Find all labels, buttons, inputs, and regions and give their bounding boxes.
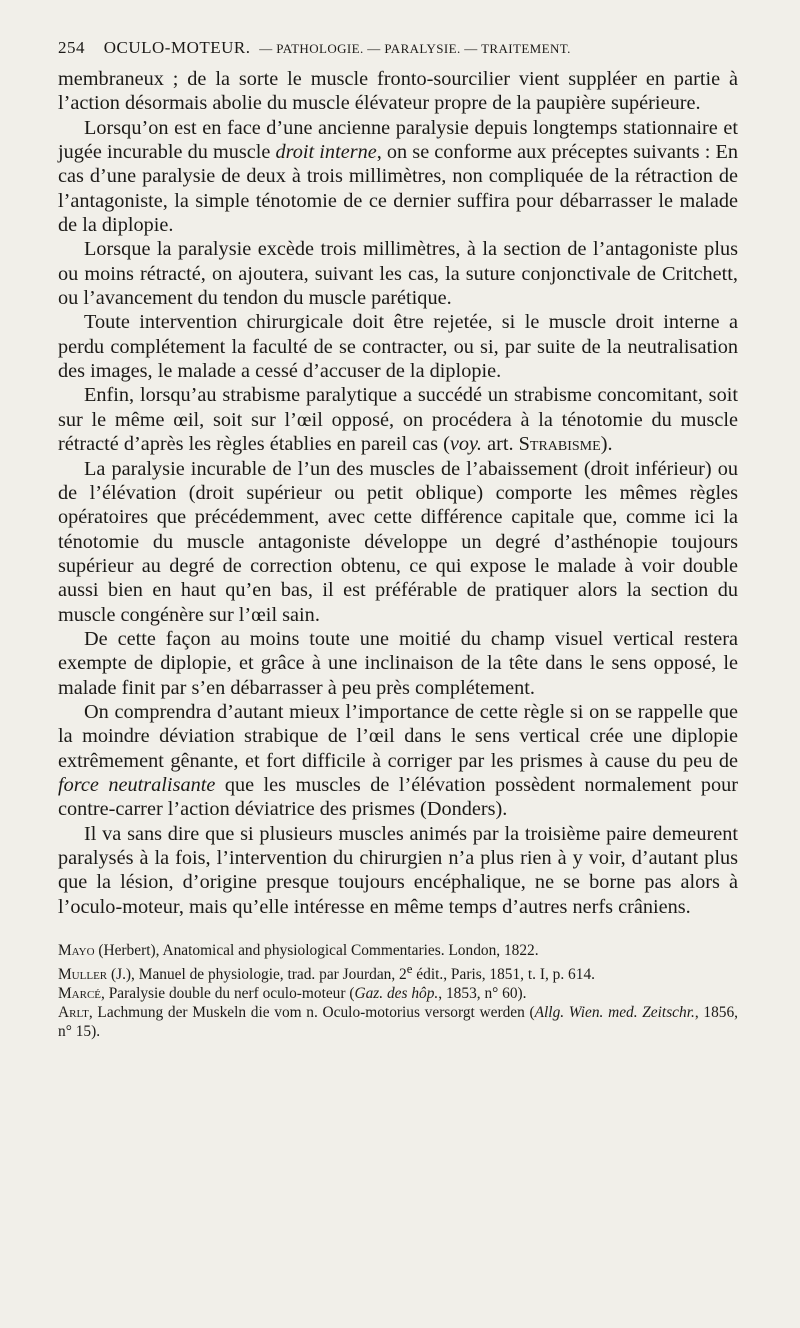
reference-text: (J.), Manuel de physiologie, trad. par Jourdan, 2 bbox=[107, 966, 407, 984]
italic-term: droit interne bbox=[275, 141, 377, 164]
paragraph-text: Lorsqu’on est en face d’une ancienne paralysie depuis longtemps stationnaire et jugée incurable du muscle bbox=[58, 116, 738, 164]
paragraph-text: art. bbox=[482, 433, 519, 456]
reference-author: Mayo bbox=[58, 942, 95, 960]
chapter-title: OCULO-MOTEUR. bbox=[103, 38, 251, 57]
reference-text: , Lachmung der Muskeln die vom n. Oculo-motorius versorgt werden ( bbox=[88, 1004, 535, 1022]
paragraph-text: que les muscles de l’élévation possèdent normalement pour contre-carrer l’action déviatrice des prismes (Donders). bbox=[58, 773, 738, 821]
paragraph bbox=[58, 383, 738, 456]
paragraph-text: membraneux ; de la sorte le muscle fronto-sourcilier vient suppléer en partie à l’action désormais abolie du muscle élévateur propre de la paupière supérieure. bbox=[58, 68, 738, 115]
paragraph bbox=[58, 310, 738, 383]
cross-reference: Strabisme bbox=[518, 433, 601, 456]
reference-entry bbox=[58, 941, 738, 960]
paragraph-text: ). bbox=[600, 433, 613, 456]
reference-journal: Allg. Wien. med. Zeitschr. bbox=[534, 1004, 695, 1022]
paragraph-text: On comprendra d’autant mieux l’importance de cette règle si on se rappelle que la moindre déviation strabique de l’œil dans le sens vertical crée une diplopie extrêmement gênante, et fort difficile à corriger par les prismes à cause du peu de bbox=[58, 700, 738, 772]
reference-author: Muller bbox=[58, 966, 108, 984]
paragraph-text: La paralysie incurable de l’un des muscles de l’abaissement (droit inférieur) ou de l’élévation (droit supérieur ou petit oblique) comporte les mêmes règles opératoires que précédemment, avec cette différence capitale que, comme ici la ténotomie du muscle antagoniste développe un degré d’asthénopie toujours supérieur au degré de correction obtenu, ce qui expose le malade à voir double aussi bien en haut qu’en bas, il est préférable de pratiquer alors la section du muscle congénère sur l’œil sain. bbox=[58, 457, 738, 626]
running-header bbox=[58, 38, 738, 58]
paragraph bbox=[58, 457, 738, 627]
paragraph-text: , on se conforme aux préceptes suivants : En cas d’une paralysie de deux à trois millimètres, non compliquée de la rétraction de l’antagoniste, la simple ténotomie de ce dernier suffira pour débarrasser le malade de la diplopie. bbox=[58, 141, 738, 237]
reference-text: (Herbert), Anatomical and physiological Commentaries. London, 1822. bbox=[94, 942, 539, 960]
reference-author: Marcé bbox=[58, 985, 102, 1003]
main-text bbox=[58, 67, 738, 919]
reference-entry bbox=[58, 960, 738, 984]
section-title: — PATHOLOGIE. — PARALYSIE. — TRAITEMENT. bbox=[259, 41, 571, 56]
paragraph bbox=[58, 627, 738, 700]
italic-term: voy. bbox=[449, 433, 482, 456]
italic-term: force neutralisante bbox=[58, 773, 216, 796]
reference-text: , 1853, n° 60). bbox=[438, 985, 527, 1003]
paragraph-text: De cette façon au moins toute une moitié du champ visuel vertical restera exempte de diplopie, et grâce à une inclinaison de la tête dans le sens opposé, le malade finit par s’en débarrasser à peu près complétement. bbox=[58, 627, 738, 699]
paragraph-text: Lorsque la paralysie excède trois millimètres, à la section de l’antagoniste plus ou moins rétracté, on ajoutera, suivant les cas, la suture conjonctivale de Critchett, ou l’avancement du tendon du muscle parétique. bbox=[58, 238, 738, 310]
paragraph bbox=[58, 237, 738, 310]
reference-journal: Gaz. des hôp. bbox=[354, 985, 439, 1003]
bibliography bbox=[58, 941, 738, 1041]
paragraph bbox=[58, 67, 738, 116]
paragraph bbox=[58, 822, 738, 919]
paragraph bbox=[58, 700, 738, 822]
paragraph-text: Il va sans dire que si plusieurs muscles animés par la troisième paire demeurent paralysés à la fois, l’intervention du chirurgien n’a plus rien à y voir, d’autant plus que la lésion, d’origine presque toujours encéphalique, ne se borne pas alors à l’oculo-moteur, mais qu’elle intéresse en même temps d’autres nerfs crâniens. bbox=[58, 822, 738, 918]
reference-text: , Paralysie double du nerf oculo-moteur ( bbox=[101, 985, 355, 1003]
reference-superscript: e bbox=[406, 962, 413, 977]
paragraph bbox=[58, 116, 738, 238]
page-number: 254 bbox=[58, 38, 85, 57]
reference-author: Arlt bbox=[58, 1004, 89, 1022]
paragraph-text: Toute intervention chirurgicale doit être rejetée, si le muscle droit interne a perdu complétement la faculté de se contracter, ou si, par suite de la neutralisation des images, le malade a cessé d’accuser de la diplopie. bbox=[58, 311, 738, 383]
paragraph-text: Enfin, lorsqu’au strabisme paralytique a succédé un strabisme concomitant, soit sur le même œil, soit sur l’œil opposé, on procédera à la ténotomie du muscle rétracté d’après les règles établies en pareil cas ( bbox=[58, 384, 738, 456]
reference-entry bbox=[58, 1003, 738, 1041]
reference-entry bbox=[58, 984, 738, 1003]
reference-text: , 1856, n° 15). bbox=[58, 1004, 738, 1041]
reference-text: édit., Paris, 1851, t. I, p. 614. bbox=[412, 966, 595, 984]
